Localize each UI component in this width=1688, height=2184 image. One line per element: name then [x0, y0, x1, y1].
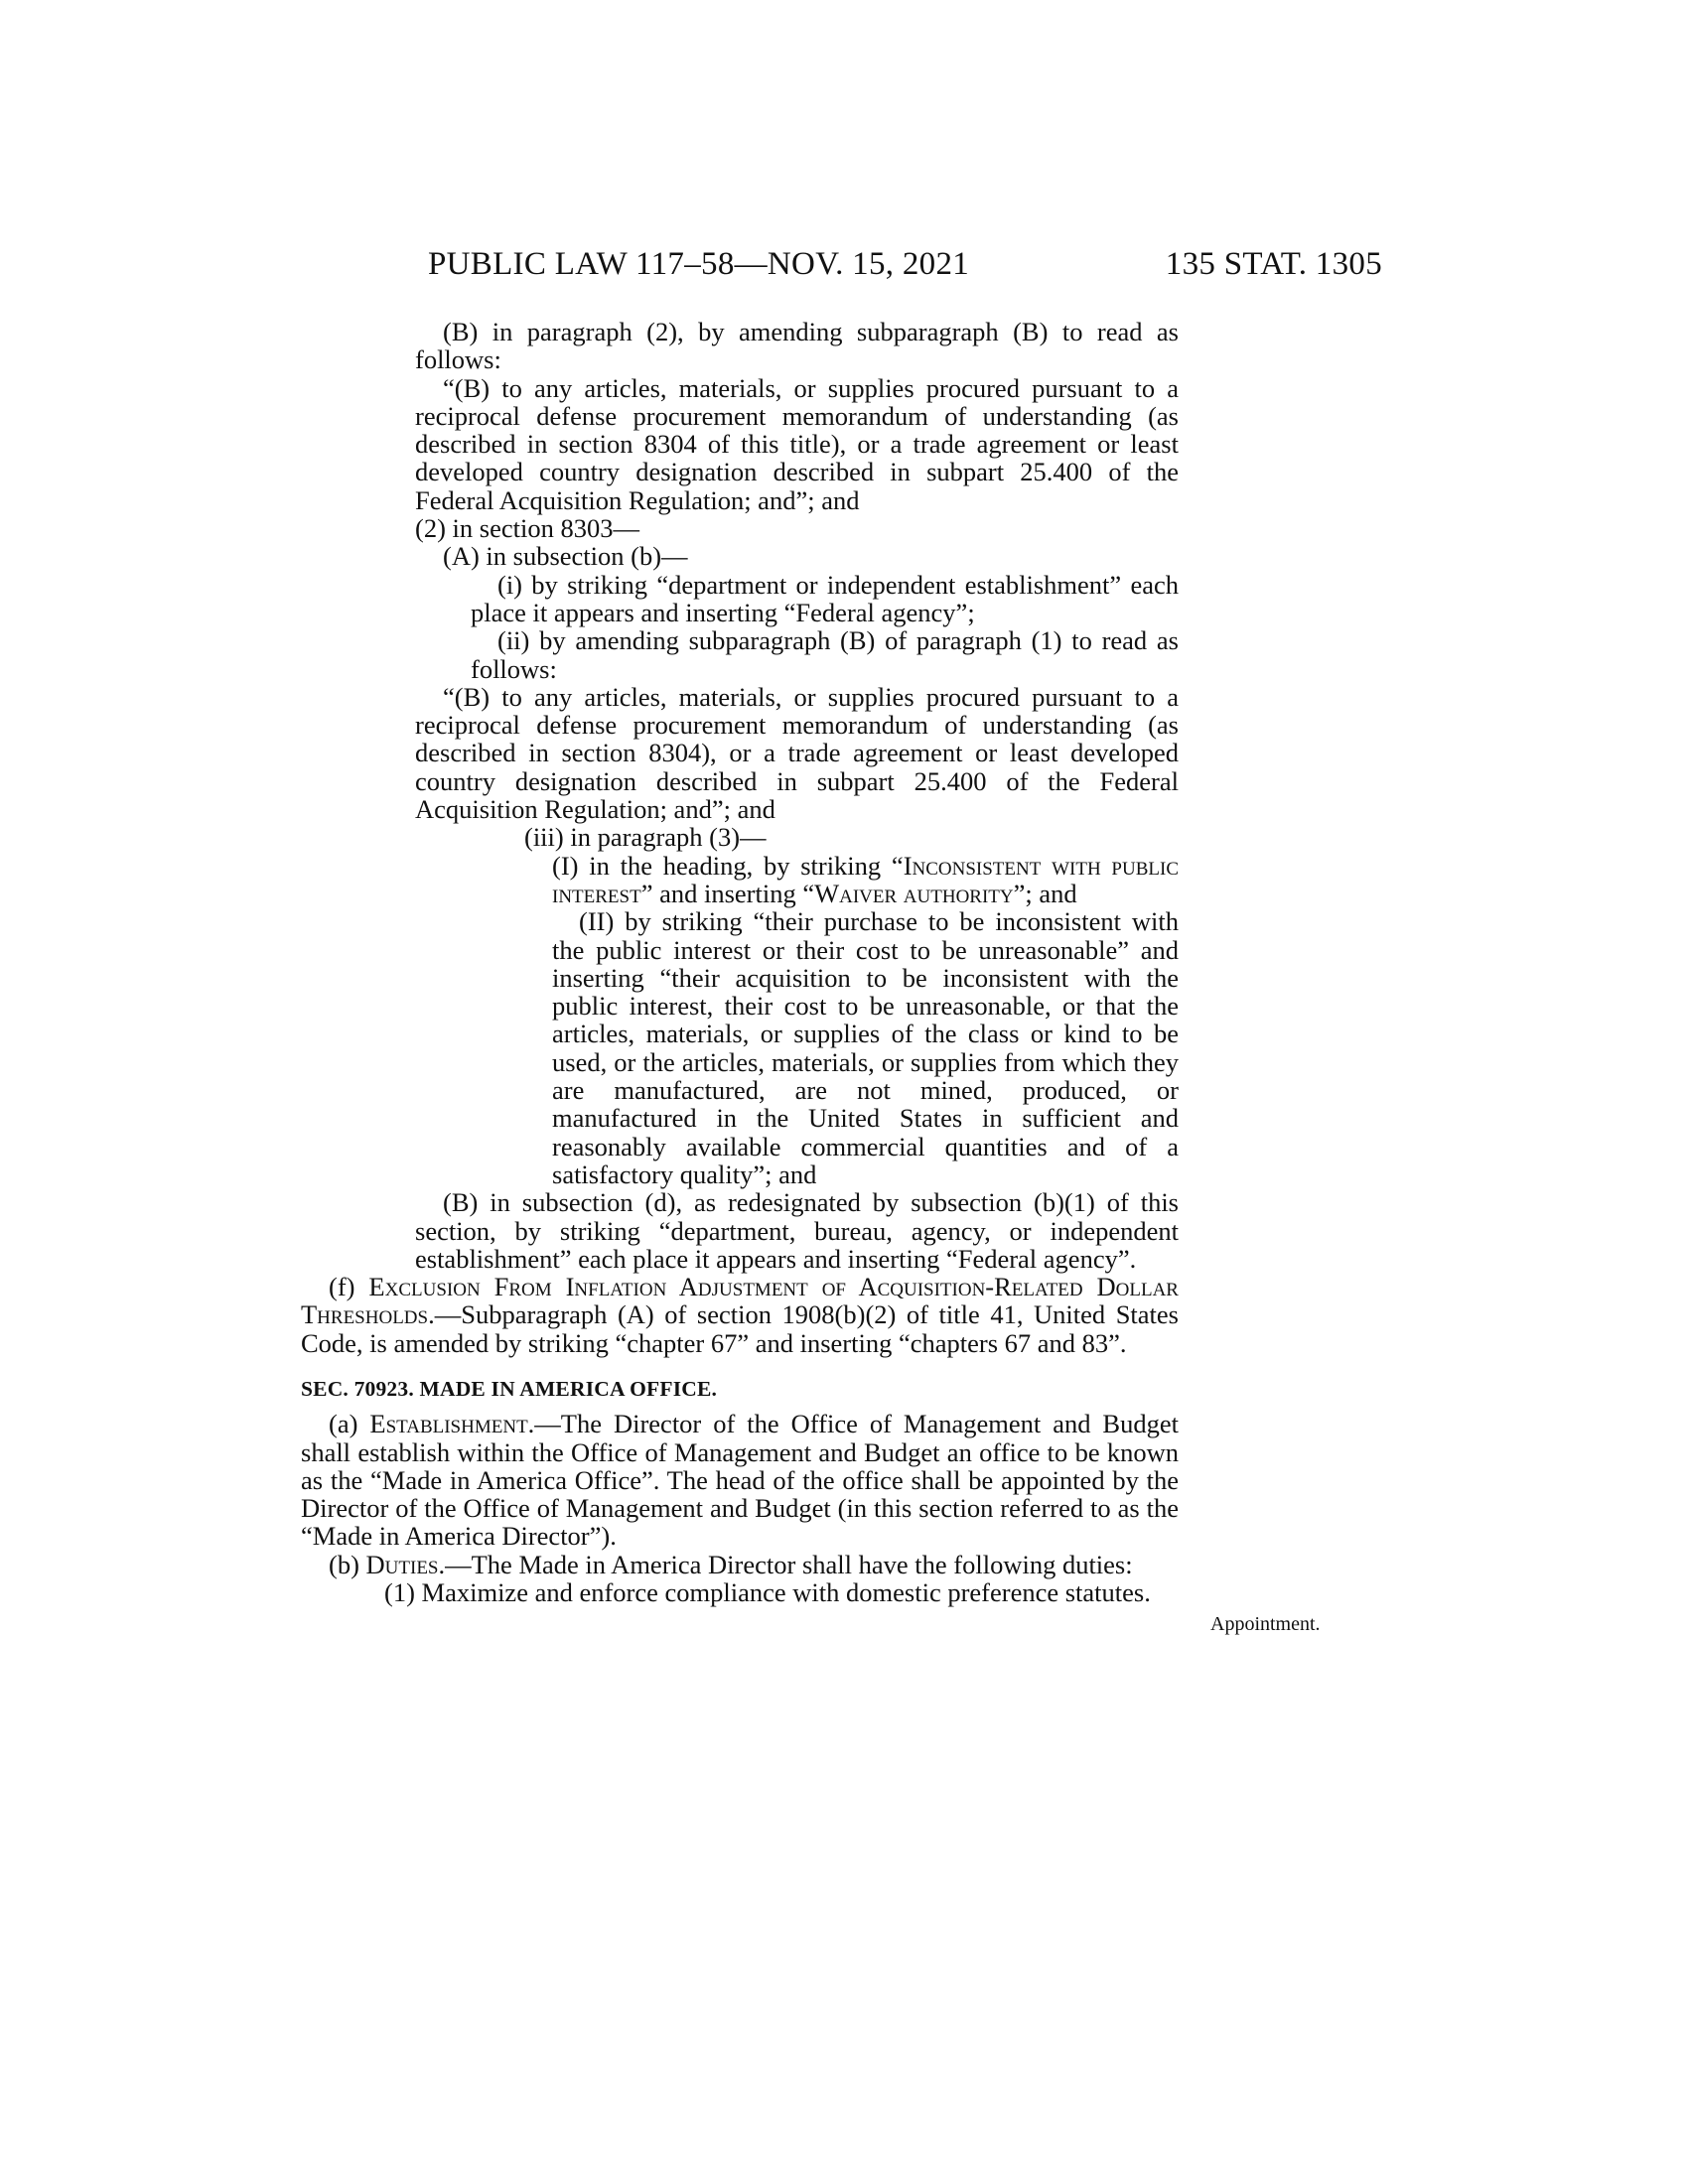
paragraph-text: (B) in subsection (d), as redesignated by subsection (b)(1) of this section, by striking “department, bureau, agency, or independent establishment” each place it appears and inserting “Federal agency”.: [415, 1187, 1179, 1274]
law-citation: PUBLIC LAW 117–58—NOV. 15, 2021: [428, 246, 970, 282]
subsection-text: .—The Made in America Director shall have the following duties:: [438, 1549, 1133, 1579]
subparagraph-B-subsection-d: [301, 1188, 1179, 1273]
paragraph-text: “(B) to any articles, materials, or supplies procured pursuant to a reciprocal defense procurement memorandum of understanding (as described in section 8304 of this title), or a trade agreement or least developed country designation described in subpart 25.400 of the Federal Acquisition Regulation; and”; and: [415, 372, 1179, 515]
subclause-I-text: (I) in the heading, by striking “: [552, 850, 904, 881]
subsection-a: [301, 1410, 1179, 1550]
inserted-heading: Waiver authority: [814, 878, 1014, 908]
subsection-text: .—The Director of the Office of Management and Budget shall establish within the Office of Management and Budget an office to be known as the “Made in America Office”. The head of the office shall be appointed by the Director of the Office of Management and Budget (in this section referred to as the “Made in America Director”).: [301, 1409, 1179, 1552]
subsection-text: .—Subparagraph (A) of section 1908(b)(2) of title 41, United States Code, is amended by striking “chapter 67” and inserting “chapters 67 and 83”.: [301, 1299, 1179, 1358]
subsection-label: (a): [329, 1409, 370, 1439]
paragraph-2-section-8303: [301, 514, 1179, 542]
page-header: [428, 246, 1382, 290]
subsection-label: (f): [329, 1272, 369, 1302]
statute-page-number: 135 STAT. 1305: [1165, 246, 1382, 282]
clause-ii: [301, 626, 1179, 683]
subclause-I-text: ” and inserting “: [640, 878, 815, 908]
paragraph-text: (1) Maximize and enforce compliance with domestic preference statutes.: [384, 1577, 1151, 1608]
subparagraph-A: [301, 542, 1179, 570]
paragraph-text: (ii) by amending subparagraph (B) of paragraph (1) to read as follows:: [471, 625, 1179, 684]
struck-heading: Inconsistent with public interest: [552, 850, 1179, 908]
paragraph-text: (II) by striking “their purchase to be inconsistent with the public interest or their cost to be unreasonable” and inserting “their acquisition to be inconsistent with the public interest, their cost to be unreasonable, or that the articles, materials, or supplies of the class or kind to be used, or the articles, materials, or supplies from which they are manufactured, are not mined, produced, or manufactured in the United States in sufficient and reasonably available commercial quantities and of a satisfactory quality”; and: [552, 906, 1179, 1189]
subsection-heading: Establishment: [369, 1409, 528, 1439]
paragraph-text: (B) in paragraph (2), by amending subparagraph (B) to read as follows:: [415, 317, 1179, 375]
paragraph-text: (i) by striking “department or independent establishment” each place it appears and inserting “Federal agency”;: [471, 569, 1179, 627]
paragraph-text: (2) in section 8303—: [415, 513, 639, 544]
clause-i: [301, 571, 1179, 627]
subsection-heading: Exclusion From Inflation Adjustment of Acquisition-Related Dollar Thresholds: [301, 1272, 1179, 1330]
paragraph-text: “(B) to any articles, materials, or supplies procured pursuant to a reciprocal defense procurement memorandum of understanding (as described in section 8304), or a trade agreement or least developed country designation described in subpart 25.400 of the Federal Acquisition Regulation; and”; and: [415, 681, 1179, 825]
quoted-subparagraph-B-8304: [301, 683, 1179, 823]
clause-iii: [301, 823, 1179, 851]
paragraph-text: (A) in subsection (b)—: [443, 541, 688, 572]
section-heading: SEC. 70923. MADE IN AMERICA OFFICE.: [301, 1376, 718, 1401]
subsection-b: [301, 1551, 1179, 1578]
subsection-label: (b): [329, 1549, 366, 1579]
subclause-II: [301, 907, 1179, 1188]
subsection-f: [301, 1273, 1179, 1357]
margin-note: Appointment.: [1210, 1613, 1321, 1635]
duty-1: [301, 1578, 1179, 1606]
subsection-heading: Duties: [365, 1549, 439, 1579]
paragraph-text: (iii) in paragraph (3)—: [524, 822, 767, 853]
paragraph-B-amend: [301, 318, 1179, 374]
subclause-I-text: ”; and: [1013, 878, 1077, 908]
quoted-subparagraph-B: [301, 374, 1179, 514]
subclause-I: [301, 852, 1179, 908]
document-body: [301, 318, 1179, 1606]
